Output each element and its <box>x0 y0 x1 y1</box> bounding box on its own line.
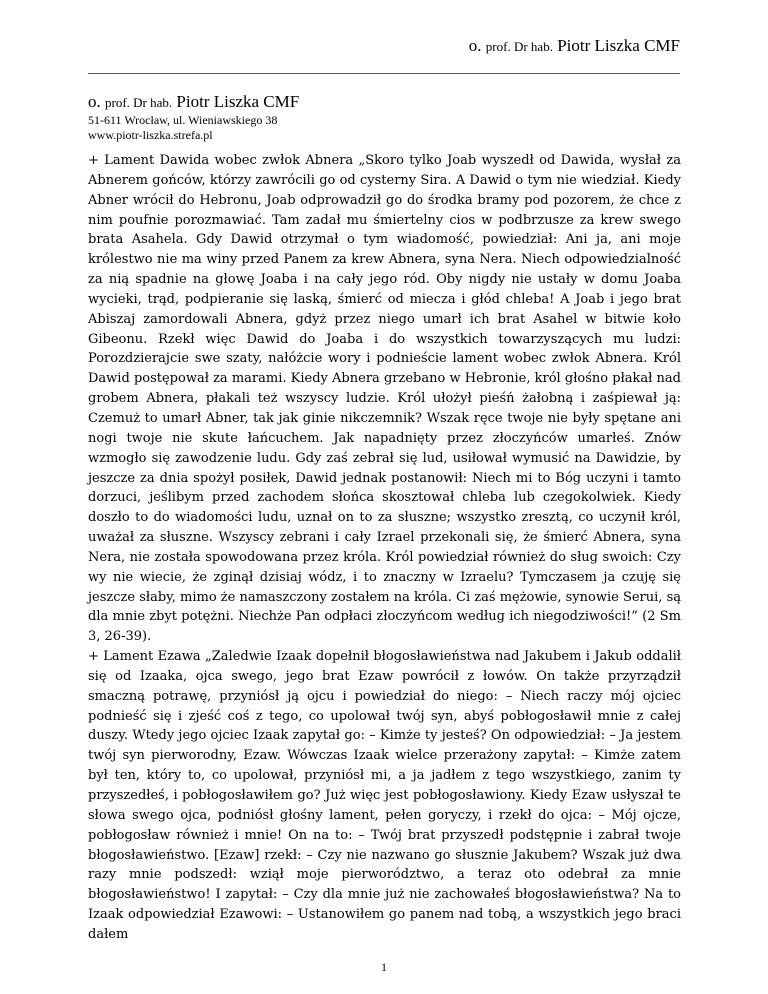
author-prefix: o. <box>88 92 101 111</box>
author-address: 51-611 Wrocław, ul. Wieniawskiego 38 <box>88 113 278 127</box>
author-block <box>88 92 299 143</box>
author-website: www.piotr-liszka.strefa.pl <box>88 128 213 142</box>
author-title: prof. Dr hab. <box>105 95 173 110</box>
author-name-text: Piotr Liszka CMF <box>176 92 300 111</box>
running-header-title: prof. Dr hab. <box>485 39 553 54</box>
page-number: 1 <box>381 960 387 974</box>
paragraph-lament-dawida: + Lament Dawida wobec zwłok Abnera „Skoro tylko Joab wyszedł od Dawida, wysłał za Abnerem gońców, którzy zawrócili go od cysterny Sira. A Dawid o tym nie wiedział. Kiedy Abner wrócił do Hebronu, Joab odprowadził go do środka bramy pod pozorem, że chce z nim poufnie porozmawiać. Tam zadał mu śmiertelny cios w podbrzusze za krew swego brata Asahela. Gdy Dawid otrzymał o tym wiadomość, powiedział: Ani ja, ani moje królestwo nie ma winy przed Panem za krew Abnera, syna Nera. Niech odpowiedzialność za nią spadnie na głowę Joaba i na cały jego ród. Oby nigdy nie ustały w domu Joaba wycieki, trąd, podpieranie się laską, śmierć od miecza i głód chleba! A Joab i jego brat Abiszaj zamordowali Abnera, gdyż przez niego umarł ich brat Asahel w bitwie koło Gibeonu. Rzekł więc Dawid do Joaba i do wszystkich towarzyszących mu ludzi: Porozdzierajcie swe szaty, nałóżcie wory i podnieście lament wobec zwłok Abnera. Król Dawid postępował za marami. Kiedy Abnera grzebano w Hebronie, król głośno płakał nad grobem Abnera, płakali też wszyscy ludzie. Król ułożył pieśń żałobną i zaśpiewał ją: Czemuż to umarł Abner, tak jak ginie nikczemnik? Wszak ręce twoje nie były spętane ani nogi twoje nie skute łańcuchem. Jak napadnięty przez złoczyńców umarłeś. Znów wzmogło się zawodzenie ludu. Gdy zaś zebrał się lud, usiłował wymusić na Dawidzie, by jeszcze za dnia spożył posiłek, Dawid jednak postanowił: Niech mi to Bóg uczyni i tamto dorzuci, jeślibym przed zachodem słońca skosztował chleba lub czegokolwiek. Kiedy doszło to do wiadomości ludu, uznał on to za słuszne; wszystko zresztą, co uczynił król, uważał za słuszne. Wszyscy zebrani i cały Izrael przekonali się, że śmierć Abnera, syna Nera, nie została spowodowana przez króla. Król powiedział również do sług swoich: Czy wy nie wiecie, że zginął dzisiaj wódz, i to znaczny w Izraelu? Tymczasem ja czuję się jeszcze słaby, mimo że namaszczony zostałem na króla. Ci zaś mężowie, synowie Serui, są dla mnie zbyt potężni. Niechże Pan odpłaci złoczyńcom według ich niegodziwości!” (2 Sm 3, 26-39). <box>88 153 681 645</box>
paragraph-lament-ezawa: + Lament Ezawa „Zaledwie Izaak dopełnił błogosławieństwa nad Jakubem i Jakub oddalił się od Izaaka, ojca swego, jego brat Ezaw powrócił z łowów. On także przyrządził smaczną potrawę, przyniósł ją ojcu i powiedział do niego: – Niech raczy mój ojciec podnieść się i zjeść coś z tego, co upolował twój syn, abyś pobłogosławił mnie z całej duszy. Wtedy jego ojciec Izaak zapytał go: – Kimże ty jesteś? On odpowiedział: – Ja jestem twój syn pierworodny, Ezaw. Wówczas Izaak wielce przerażony zapytał: – Kimże zatem był ten, który to, co upolował, przyniósł mi, a ja jadłem z tego wszystkiego, zanim ty przyszedłeś, i pobłogosławiłem go? Już więc jest pobłogosławiony. Kiedy Ezaw usłyszał te słowa swego ojca, podniósł głośny lament, pełen goryczy, i rzekł do ojca: – Mój ojcze, pobłogosław również i mnie! On na to: – Twój brat przyszedł podstępnie i zabrał twoje błogosławieństwo. [Ezaw] rzekł: – Czy nie nazwano go słusznie Jakubem? Wszak już dwa razy mnie podszedł: wziął moje pierworództwo, a teraz oto odebrał za mnie błogosławieństwo! I zapytał: – Czy dla mnie już nie zachowałeś błogosławieństwa? Na to Izaak odpowiedział Ezawowi: – Ustanowiłem go panem nad tobą, a wszystkich jego braci dałem <box>88 649 681 942</box>
running-header-name: Piotr Liszka CMF <box>557 36 680 55</box>
running-header <box>469 36 680 56</box>
body-text <box>88 151 681 945</box>
header-divider <box>88 73 680 74</box>
author-name <box>88 92 299 113</box>
running-header-prefix: o. <box>468 36 482 55</box>
